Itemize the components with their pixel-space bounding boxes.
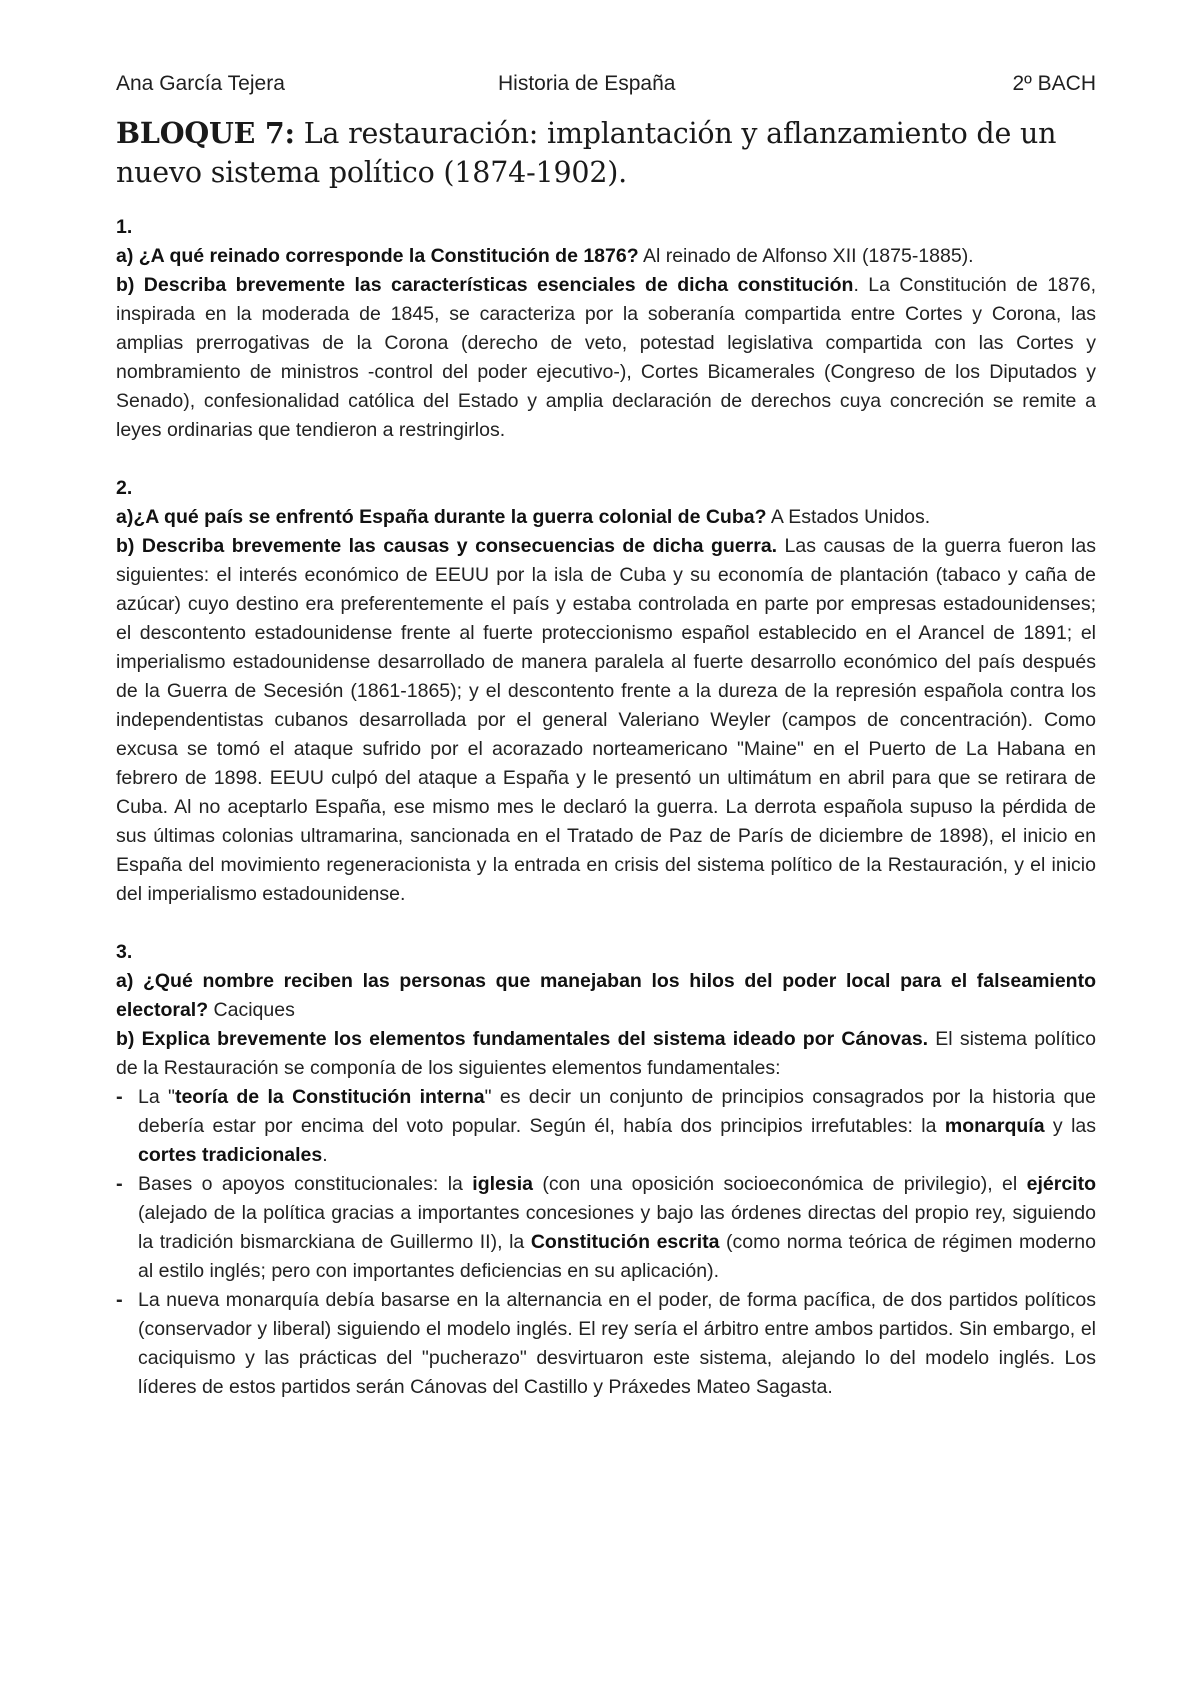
list-item	[116, 1083, 1096, 1170]
dash-bullet-icon: -	[116, 1289, 123, 1311]
list-item-text: .	[322, 1144, 328, 1166]
document-body	[116, 213, 1096, 1402]
question-3	[116, 938, 1096, 1402]
question-text: b) Explica brevemente los elementos fundamentales del sistema ideado por Cánovas.	[116, 1028, 929, 1050]
list-item-text: La nueva monarquía debía basarse en la alternancia en el poder, de forma pacífica, de dos partidos políticos (conservador y liberal) siguiendo el modelo inglés. El rey sería el árbitro entre ambos partidos. Sin embargo, el caciquismo y las prácticas del "pucherazo" desvirtuaron este sistema, alejando lo del modelo inglés. Los líderes de estos partidos serán Cánovas del Castillo y Práxedes Mateo Sagasta.	[138, 1289, 1096, 1398]
answer-text: A Estados Unidos.	[766, 506, 931, 528]
list-item-bold: cortes tradicionales	[138, 1144, 323, 1166]
question-number: 2.	[116, 477, 133, 499]
list-item-text: Bases o apoyos constitucionales: la	[138, 1173, 473, 1195]
header-course: 2º BACH	[1012, 72, 1096, 95]
list-item-bold: iglesia	[472, 1173, 533, 1195]
question-text: a)¿A qué país se enfrentó España durante la guerra colonial de Cuba?	[116, 506, 767, 528]
question-1b	[116, 271, 1096, 445]
answer-text: Las causas de la guerra fueron las siguientes: el interés económico de EEUU por la isla de Cuba y su economía de plantación (tabaco y caña de azúcar) cuyo destino era preferentemente el país y estaba controlada en parte por empresas estadounidenses; el descontento estadounidense frente al fuerte proteccionismo español establecido en el Arancel de 1891; el imperialismo estadounidense desarrollado de manera paralela al fuerte desarrollo económico del país después de la Guerra de Secesión (1861-1865); y el descontento frente a la dureza de la represión española contra los independentistas cubanos desarrollada por el general Valeriano Weyler (campos de concentración). Como excusa se tomó el ataque sufrido por el acorazado norteamericano "Maine" en el Puerto de La Habana en febrero de 1898. EEUU culpó del ataque a España y le presentó un ultimátum en abril para que se retirara de Cuba. Al no aceptarlo España, ese mismo mes le declaró la guerra. La derrota española supuso la pérdida de sus últimas colonias ultramarina, sancionada en el Tratado de Paz de París de diciembre de 1898), el inicio en España del movimiento regeneracionista y la entrada en crisis del sistema político de la Restauración, y el inicio del imperialismo estadounidense.	[116, 535, 1096, 905]
question-3b	[116, 1025, 1096, 1083]
list-item-bold: Constitución escrita	[530, 1231, 720, 1253]
question-2a	[116, 503, 1096, 532]
question-number: 1.	[116, 216, 133, 238]
question-1a	[116, 242, 1096, 271]
question-text: b) Describa brevemente las características esenciales de dicha constitución	[116, 274, 854, 296]
list-item-text: (como norma teórica de régimen moderno al estilo inglés; pero con importantes deficiencias en su aplicación).	[138, 1231, 1096, 1282]
list-item-text: La "	[138, 1086, 175, 1108]
list-item-text: y las	[1044, 1115, 1096, 1137]
page-header	[116, 72, 1096, 102]
block-label: BLOQUE 7:	[116, 116, 295, 150]
question-text: a) ¿Qué nombre reciben las personas que manejaban los hilos del poder local para el falseamiento electoral?	[116, 970, 1096, 1021]
question-1	[116, 213, 1096, 445]
spacer	[116, 909, 1096, 938]
question-text: b) Describa brevemente las causas y consecuencias de dicha guerra.	[116, 535, 778, 557]
document-title	[116, 114, 1096, 192]
header-author: Ana García Tejera	[116, 72, 285, 95]
answer-text: Al reinado de Alfonso XII (1875-1885).	[638, 245, 974, 267]
list-item-text: (con una oposición socioeconómica de privilegio), el	[532, 1173, 1027, 1195]
question-2b	[116, 532, 1096, 909]
list-item-text: " es decir un conjunto de principios consagrados por la historia que debería estar por encima del voto popular. Según él, había dos principios irrefutables: la	[138, 1086, 1096, 1137]
question-3a	[116, 967, 1096, 1025]
question-number: 3.	[116, 941, 133, 963]
dash-bullet-icon: -	[116, 1173, 123, 1195]
list-item	[116, 1286, 1096, 1402]
header-subject: Historia de España	[498, 72, 676, 95]
question-text: a) ¿A qué reinado corresponde la Constitución de 1876?	[116, 245, 639, 267]
list-item-bold: teoría de la Constitución interna	[174, 1086, 485, 1108]
list-item-text: (alejado de la política gracias a importantes concesiones y bajo las órdenes directas del propio rey, siguiendo la tradición bismarckiana de Guillermo II), la	[138, 1202, 1096, 1253]
list-item-bold: ejército	[1026, 1173, 1096, 1195]
block-title-text: La restauración: implantación y aflanzamiento de un nuevo sistema político (1874-1902).	[116, 117, 1057, 189]
list-item	[116, 1170, 1096, 1286]
spacer	[116, 445, 1096, 474]
elements-list	[116, 1083, 1096, 1402]
list-item-bold: monarquía	[944, 1115, 1045, 1137]
dash-bullet-icon: -	[116, 1086, 123, 1108]
answer-text: El sistema político de la Restauración se componía de los siguientes elementos fundamentales:	[116, 1028, 1096, 1079]
answer-text: Caciques	[208, 999, 295, 1021]
question-2	[116, 474, 1096, 909]
answer-text: . La Constitución de 1876, inspirada en la moderada de 1845, se caracteriza por la soberanía compartida entre Cortes y Corona, las amplias prerrogativas de la Corona (derecho de veto, potestad legislativa compartida con las Cortes y nombramiento de ministros -control del poder ejecutivo-), Cortes Bicamerales (Congreso de los Diputados y Senado), confesionalidad católica del Estado y amplia declaración de derechos cuya concreción se remite a leyes ordinarias que tendieron a restringirlos.	[116, 274, 1096, 441]
